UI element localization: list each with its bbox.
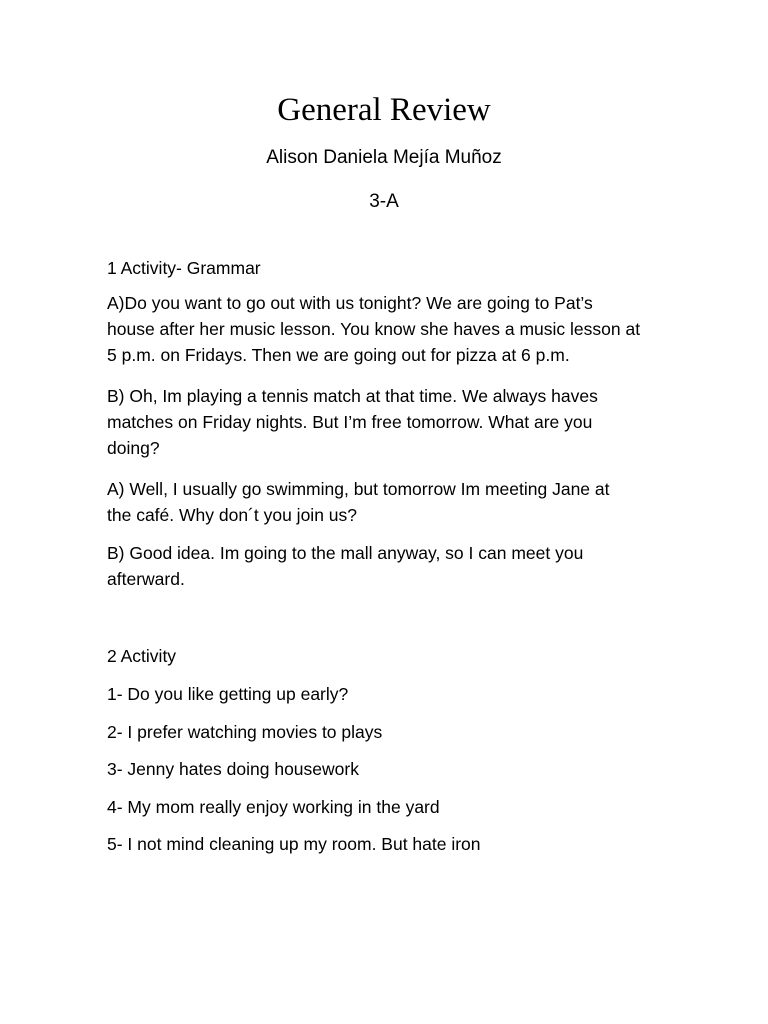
author-name: Alison Daniela Mejía Muñoz	[266, 147, 502, 168]
activity-2-item: 5- I not mind cleaning up my room. But hate iron	[107, 834, 481, 854]
activity-1-heading: 1 Activity- Grammar	[107, 258, 261, 278]
dialogue-line: house after her music lesson. You know she haves a music lesson at	[107, 319, 641, 339]
activity-2-heading: 2 Activity	[107, 646, 177, 666]
activity-2-item: 3- Jenny hates doing housework	[107, 759, 359, 779]
class-group: 3-A	[369, 191, 399, 212]
dialogue-line: B) Good idea. Im going to the mall anyway, so I can meet you	[107, 543, 584, 563]
dialogue-paragraph	[107, 383, 667, 461]
document-title: General Review	[277, 92, 491, 128]
dialogue-paragraph	[107, 476, 667, 528]
dialogue-paragraph	[107, 540, 667, 592]
dialogue-line: 5 p.m. on Fridays. Then we are going out for pizza at 6 p.m.	[107, 345, 570, 365]
dialogue-line: B) Oh, Im playing a tennis match at that time. We always haves	[107, 386, 598, 406]
dialogue-paragraph	[107, 290, 667, 368]
activity-2-item: 2- I prefer watching movies to plays	[107, 722, 383, 742]
activity-2-item: 4- My mom really enjoy working in the yard	[107, 797, 440, 817]
dialogue-line: the café. Why don´t you join us?	[107, 505, 357, 525]
dialogue-line: matches on Friday nights. But I’m free tomorrow. What are you	[107, 412, 593, 432]
dialogue-line: afterward.	[107, 569, 185, 589]
dialogue-line: A) Well, I usually go swimming, but tomorrow Im meeting Jane at	[107, 479, 610, 499]
dialogue-line: A)Do you want to go out with us tonight? We are going to Pat’s	[107, 293, 593, 313]
activity-2-item: 1- Do you like getting up early?	[107, 684, 349, 704]
dialogue-line: doing?	[107, 438, 160, 458]
